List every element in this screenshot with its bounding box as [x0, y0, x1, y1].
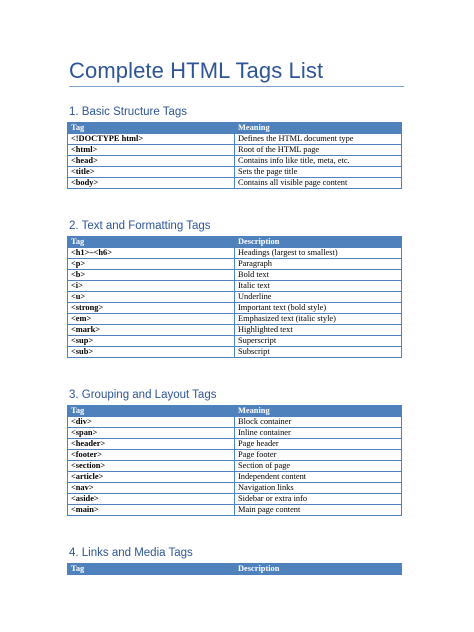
tag-cell: <p> [68, 259, 235, 270]
column-header: Meaning [235, 123, 402, 134]
description-cell: Paragraph [235, 259, 402, 270]
tag-cell: <body> [68, 178, 235, 189]
document-title: Complete HTML Tags List [69, 58, 324, 83]
tag-cell: <header> [68, 439, 235, 450]
tag-cell: <head> [68, 156, 235, 167]
table-header-row [68, 564, 402, 575]
description-cell: Emphasized text (italic style) [235, 314, 402, 325]
tag-cell: <b> [68, 270, 235, 281]
table-header-row [68, 406, 402, 417]
tag-cell: <sup> [68, 336, 235, 347]
section-heading: 2. Text and Formatting Tags [69, 220, 211, 232]
tag-cell: <main> [68, 505, 235, 516]
description-cell: Contains info like title, meta, etc. [235, 156, 402, 167]
description-cell: Bold text [235, 270, 402, 281]
description-cell: Italic text [235, 281, 402, 292]
description-cell: Sidebar or extra info [235, 494, 402, 505]
tag-cell: <article> [68, 472, 235, 483]
section-heading: 4. Links and Media Tags [69, 547, 193, 559]
description-cell: Subscript [235, 347, 402, 358]
column-header: Description [235, 237, 402, 248]
tag-cell: <div> [68, 417, 235, 428]
tag-cell: <html> [68, 145, 235, 156]
tag-cell: <strong> [68, 303, 235, 314]
description-cell: Independent content [235, 472, 402, 483]
table-row [68, 336, 402, 347]
column-header: Tag [68, 564, 235, 575]
description-cell: Navigation links [235, 483, 402, 494]
description-cell: Page footer [235, 450, 402, 461]
description-cell: Contains all visible page content [235, 178, 402, 189]
tag-cell: <span> [68, 428, 235, 439]
table-row [68, 281, 402, 292]
description-cell: Highlighted text [235, 325, 402, 336]
table-row [68, 134, 402, 145]
tag-cell: <footer> [68, 450, 235, 461]
description-cell: Block container [235, 417, 402, 428]
tags-table [67, 563, 402, 575]
tag-cell: <title> [68, 167, 235, 178]
table-row [68, 347, 402, 358]
column-header: Tag [68, 123, 235, 134]
table-row [68, 303, 402, 314]
tag-cell: <mark> [68, 325, 235, 336]
tags-table [67, 405, 402, 516]
table-row [68, 145, 402, 156]
description-cell: Page header [235, 439, 402, 450]
tag-cell: <i> [68, 281, 235, 292]
section-heading: 1. Basic Structure Tags [69, 106, 188, 118]
description-cell: Superscript [235, 336, 402, 347]
table-row [68, 461, 402, 472]
table-row [68, 259, 402, 270]
description-cell: Section of page [235, 461, 402, 472]
description-cell: Main page content [235, 505, 402, 516]
tags-table [67, 122, 402, 189]
description-cell: Sets the page title [235, 167, 402, 178]
table-header-row [68, 123, 402, 134]
table-row [68, 178, 402, 189]
table-row [68, 494, 402, 505]
column-header: Tag [68, 237, 235, 248]
table-row [68, 314, 402, 325]
table-row [68, 417, 402, 428]
table-row [68, 505, 402, 516]
tag-cell: <nav> [68, 483, 235, 494]
table-row [68, 439, 402, 450]
title-divider [69, 86, 404, 87]
table-row [68, 472, 402, 483]
description-cell: Inline container [235, 428, 402, 439]
table-row [68, 270, 402, 281]
section-heading: 3. Grouping and Layout Tags [69, 389, 217, 401]
tag-cell: <h1>–<h6> [68, 248, 235, 259]
description-cell: Headings (largest to smallest) [235, 248, 402, 259]
table-header-row [68, 237, 402, 248]
description-cell: Root of the HTML page [235, 145, 402, 156]
tags-table [67, 236, 402, 358]
tag-cell: <u> [68, 292, 235, 303]
description-cell: Defines the HTML document type [235, 134, 402, 145]
tag-cell: <!DOCTYPE html> [68, 134, 235, 145]
column-header: Tag [68, 406, 235, 417]
table-row [68, 292, 402, 303]
table-row [68, 450, 402, 461]
column-header: Description [235, 564, 402, 575]
table-row [68, 428, 402, 439]
table-row [68, 325, 402, 336]
table-row [68, 483, 402, 494]
table-row [68, 167, 402, 178]
tag-cell: <em> [68, 314, 235, 325]
table-row [68, 156, 402, 167]
description-cell: Important text (bold style) [235, 303, 402, 314]
tag-cell: <sub> [68, 347, 235, 358]
tag-cell: <section> [68, 461, 235, 472]
column-header: Meaning [235, 406, 402, 417]
table-row [68, 248, 402, 259]
description-cell: Underline [235, 292, 402, 303]
tag-cell: <aside> [68, 494, 235, 505]
